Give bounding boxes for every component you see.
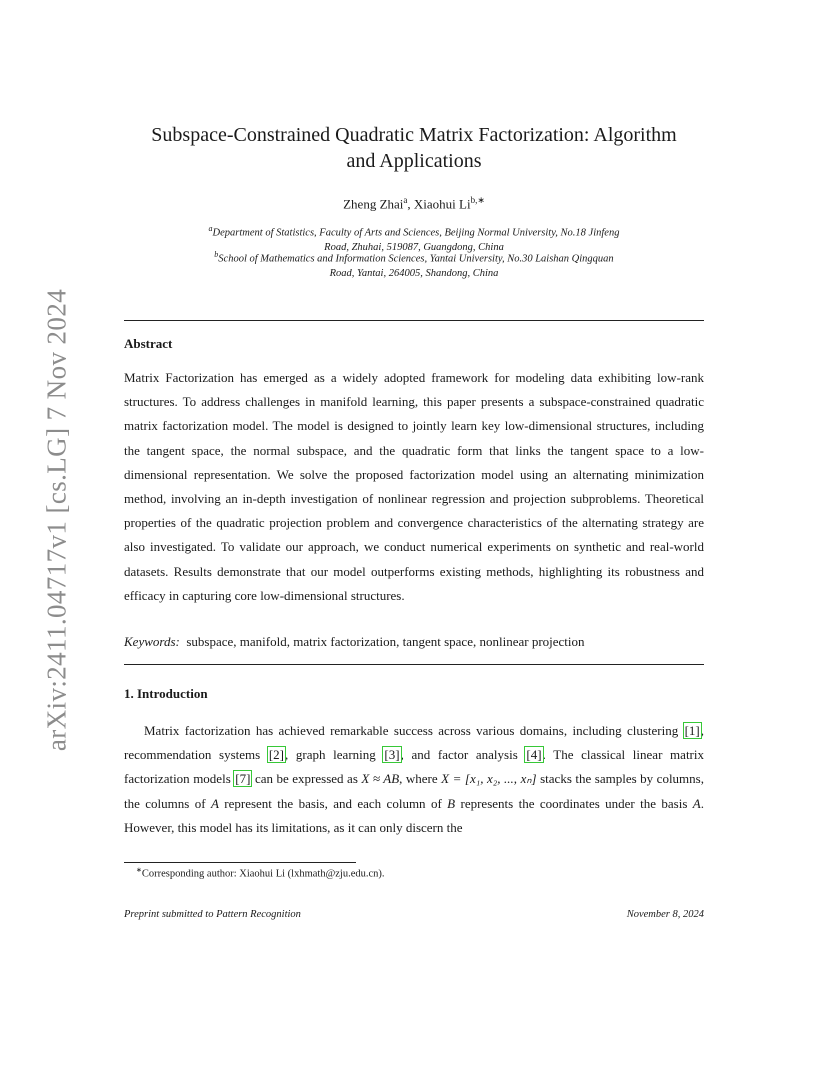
- intro-text-10: represents the coordinates under the basis: [455, 795, 693, 811]
- affiliation-b: [0, 248, 828, 281]
- affiliation-a-line-2: Road, Zhuhai, 519087, Guangdong, China: [324, 241, 504, 253]
- intro-text-4: , and factor analysis: [400, 747, 526, 763]
- affiliation-b-line-2: Road, Yantai, 264005, Shandong, China: [329, 267, 499, 279]
- intro-text-2: , recommendation systems: [124, 723, 704, 763]
- arxiv-watermark: arXiv:2411.04717v1 [cs.LG] 7 Nov 2024: [41, 288, 72, 752]
- math-x-definition: X = [x₁, x₂, ..., xₙ]: [441, 771, 537, 787]
- citation-link-7[interactable]: [7]: [235, 771, 251, 787]
- footer-journal: Preprint submitted to Pattern Recognition: [124, 909, 301, 920]
- footnote-text: Corresponding author: Xiaohui Li (lxhmath@zju.edu.cn).: [141, 868, 385, 880]
- footer-date: November 8, 2024: [626, 909, 704, 920]
- affiliation-a-line-1: Department of Statistics, Faculty of Arts and Sciences, Beijing Normal University, No.18 Jinfeng: [212, 227, 620, 239]
- section-heading-introduction: 1. Introduction: [124, 686, 208, 701]
- author-2-affiliation-mark: b,∗: [470, 195, 485, 205]
- keywords-line: [124, 634, 585, 650]
- math-a-basis: A: [692, 795, 701, 811]
- intro-text-8: stacks the samples by columns, the columns of: [124, 771, 704, 811]
- author-1: Zheng Zhai: [343, 196, 404, 212]
- affiliation-b-line-1: School of Mathematics and Information Sciences, Yantai University, No.30 Laishan Qingquan: [218, 253, 614, 265]
- citation-link-2[interactable]: [2]: [268, 747, 285, 763]
- footnote: [136, 866, 385, 880]
- intro-text-1: Matrix factorization has achieved remarkable success across various domains, including clustering: [144, 723, 684, 738]
- math-x-approx-ab: X ≈ AB: [361, 771, 400, 787]
- abstract-top-rule: [124, 320, 704, 321]
- author-2: Xiaohui Li: [413, 196, 471, 212]
- affiliation-a-mark: a: [208, 224, 213, 233]
- math-a: A: [210, 795, 219, 811]
- title-line-1: Subspace-Constrained Quadratic Matrix Factorization: Algorithm: [151, 124, 677, 146]
- author-list: [0, 195, 828, 212]
- abstract-body: Matrix Factorization has emerged as a widely adopted framework for modeling data exhibiting low-rank structures. To address challenges in manifold learning, this paper presents a subspace-constrained quadratic matrix factorization model. The model is designed to jointly learn key low-dimensional structures, including the tangent space, the normal subspace, and the quadratic form that links the tangent space to a low-dimensional representation. We solve the proposed factorization model using an alternating minimization method, involving an in-depth investigation of nonlinear regression and projection subproblems. Theoretical properties of the quadratic projection problem and convergence characteristics of the alternating strategy are also investigated. To validate our approach, we conduct numerical experiments on synthetic and real-world datasets. Results demonstrate that our model outperforms existing methods, highlighting its robustness and efficacy in capturing core low-dimensional structures.: [124, 370, 704, 603]
- footnote-mark: ∗: [136, 866, 142, 874]
- keywords-label: Keywords:: [124, 634, 180, 649]
- citation-link-1[interactable]: [1]: [684, 723, 700, 738]
- affiliation-b-mark: b: [214, 250, 219, 259]
- intro-text-6: can be expressed as: [251, 771, 362, 787]
- citation-link-4[interactable]: [4]: [526, 747, 542, 763]
- title-line-2: and Applications: [346, 150, 482, 172]
- citation-link-3[interactable]: [3]: [384, 747, 400, 763]
- author-1-affiliation-mark: a: [403, 195, 408, 205]
- introduction-paragraph: [124, 719, 704, 840]
- abstract-bottom-rule: [124, 664, 704, 665]
- author-separator: ,: [407, 196, 414, 212]
- intro-text-11: . However, this model has its limitations, as it can only discern the: [124, 795, 704, 835]
- intro-text-9: represent the basis, and each column of: [218, 795, 448, 811]
- math-b: B: [447, 795, 456, 811]
- abstract-heading: Abstract: [124, 336, 173, 351]
- paper-title: [0, 122, 828, 174]
- intro-text-7: , where: [399, 771, 442, 787]
- intro-text-5: . The classical linear matrix factorization models: [124, 747, 704, 787]
- intro-text-3: , graph learning: [285, 747, 384, 763]
- keywords-list: subspace, manifold, matrix factorization, tangent space, nonlinear projection: [186, 634, 585, 649]
- footnote-rule: [124, 862, 356, 863]
